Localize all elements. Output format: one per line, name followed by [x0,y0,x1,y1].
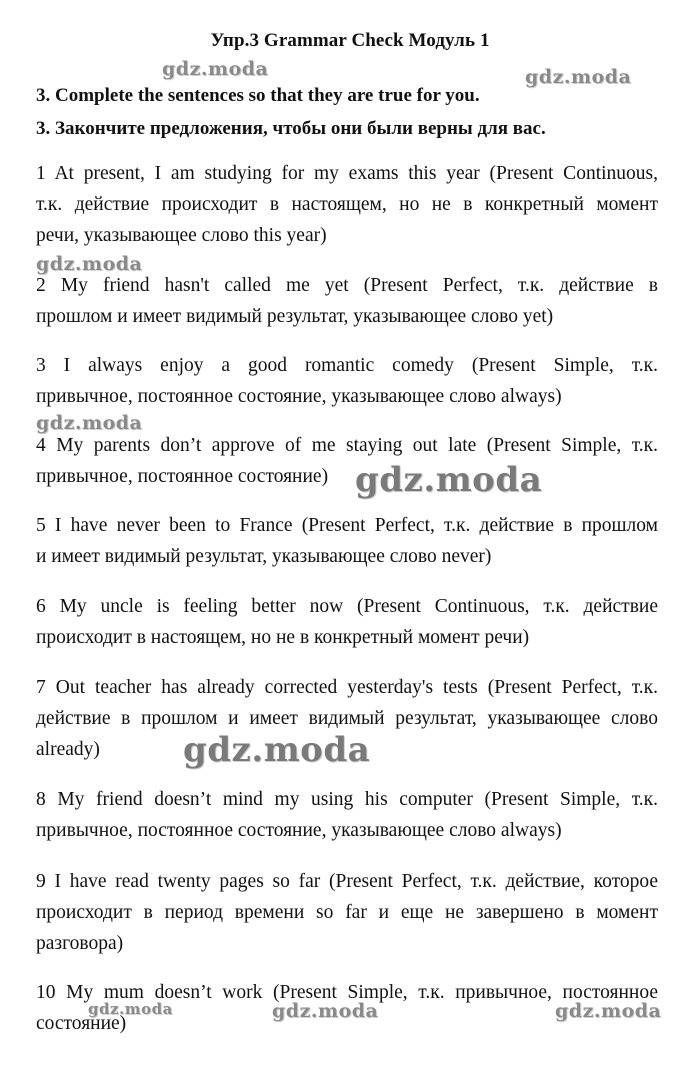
watermark: gdz.moda [36,412,143,434]
answer-line: 4 My parents don’t approve of me staying out late (Present Simple, т.к. [36,435,658,456]
answer-line: происходит в настоящем, но не в конкретный момент речи) [36,627,530,648]
watermark: gdz.moda [555,1000,662,1022]
watermark: gdz.moda [36,253,143,275]
answer-line: 9 I have read twenty pages so far (Present Perfect, т.к. действие, которое [36,871,658,892]
answer-line: речи, указывающее слово this year) [36,225,327,246]
watermark: gdz.moda [88,1000,173,1018]
answer-line: разговора) [36,933,124,954]
task-instruction-en: 3. Complete the sentences so that they are true for you. [36,85,480,106]
watermark: gdz.moda [525,66,632,88]
answer-line: привычное, постоянное состояние, указывающее слово always) [36,820,562,841]
answer-line: 2 My friend hasn't called me yet (Present Perfect, т.к. действие в [36,275,658,296]
task-instruction-ru: 3. Закончите предложения, чтобы они были верны для вас. [36,118,546,139]
watermark: gdz.moda [183,730,371,770]
answer-item-2 [36,270,658,332]
answer-item-5 [36,510,658,572]
answer-line: 10 My mum doesn’t work (Present Simple, т.к. привычное, постоянное [36,982,658,1003]
watermark: gdz.moda [355,460,543,500]
answer-line: привычное, постоянное состояние, указывающее слово always) [36,386,562,407]
answer-line: 7 Out teacher has already corrected yesterday's tests (Present Perfect, т.к. [36,677,658,698]
answer-line: происходит в период времени so far и еще не завершено в момент [36,902,658,923]
answer-line: привычное, постоянное состояние) [36,466,329,487]
answer-item-4 [36,430,658,492]
answer-item-9 [36,866,658,959]
answer-line: 1 At present, I am studying for my exams this year (Present Continuous, [36,163,658,184]
answer-item-1 [36,158,658,251]
page-title: Упр.3 Grammar Check Модуль 1 [210,30,490,51]
watermark: gdz.moda [162,58,269,80]
watermark: gdz.moda [272,1000,379,1022]
answer-line: т.к. действие происходит в настоящем, но не в конкретный момент [36,194,658,215]
answer-line: 5 I have never been to France (Present Perfect, т.к. действие в прошлом [36,515,658,536]
answer-item-6 [36,591,658,653]
answer-item-8 [36,784,658,846]
answer-line: 8 My friend doesn’t mind my using his computer (Present Simple, т.к. [36,789,658,810]
answer-line: действие в прошлом и имеет видимый результат, указывающее слово [36,708,658,729]
answer-line: already) [36,739,100,760]
answer-line: прошлом и имеет видимый результат, указывающее слово yet) [36,306,554,327]
answer-line: состояние) [36,1013,127,1034]
answer-item-3 [36,350,658,412]
answer-line: 6 My uncle is feeling better now (Present Continuous, т.к. действие [36,596,658,617]
answer-line: 3 I always enjoy a good romantic comedy (Present Simple, т.к. [36,355,658,376]
answer-line: и имеет видимый результат, указывающее слово never) [36,546,492,567]
